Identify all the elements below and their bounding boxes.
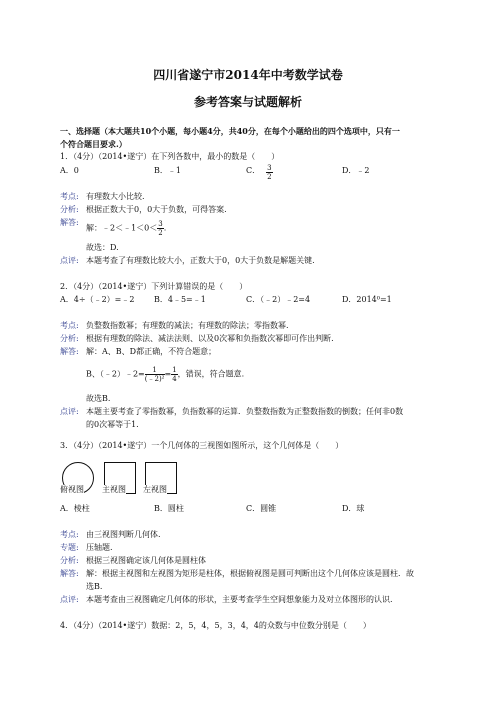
q3-jieda-1: 解：根据主视图和左视图为矩形是柱体，根据俯视图是圆可判断出这个几何体应该是圆柱．故 [86,569,414,578]
fraction-numerator: 3 [267,164,272,172]
q1-option-c-fraction [266,164,272,181]
q3-view-top-label: 俯视图 [60,485,84,494]
q2-dianping-label: 点评: [60,407,79,416]
q1-option-d: D．﹣2 [342,166,370,175]
q1-dianping-label: 点评: [60,256,79,265]
q2-stem: 2．（4分）（2014•遂宁）下列计算错误的是（ ） [60,282,248,291]
q2-option-d: D．2014⁰=1 [342,295,392,304]
q2-jieda-2-fraction-1 [145,366,165,383]
q2-option-c: C．（﹣2）﹣2=4 [246,295,311,304]
fraction-numerator: 1 [145,366,165,375]
q3-dianping: 本题考查由三视图确定几何体的形状，主要考查学生空间想象能力及对立体图形的认识. [86,595,393,604]
q3-option-c: C．圆锥 [246,504,277,513]
fraction-denominator: (﹣2)² [144,375,165,383]
document-subtitle: 参考答案与试题解析 [193,95,302,109]
section-heading-line1: 一、选择题（本大题共10个小题，每小题4分，共40分，在每个小题给出的四个选项中，只有一 [60,126,400,136]
q2-option-a: A．4÷（﹣2）=﹣2 [60,295,135,304]
q2-jieda-2-tail: ，错误，符合题意. [177,369,245,379]
q2-answer: 故选B. [86,394,111,403]
q3-fenxi: 根据三视图确定该几何体是圆柱体 [86,556,206,565]
q3-kaodian: 由三视图判断几何体. [86,530,161,539]
q3-option-d: D．球 [342,504,365,513]
q2-dianping-2: 的0次幂等于1. [86,420,139,429]
fraction-denominator: 2 [267,173,272,181]
fraction-numerator: 3 [158,220,163,228]
q1-option-b: B．﹣1 [154,166,181,175]
q2-fenxi-label: 分析: [60,334,79,343]
q3-zhuanti: 压轴题. [86,543,113,552]
q1-jieda-period: . [163,223,167,233]
q1-fenxi-label: 分析: [60,205,79,214]
q3-kaodian-label: 考点: [60,530,79,539]
q1-kaodian-label: 考点: [60,192,79,201]
q1-jieda-label: 解答: [60,218,79,227]
q3-dianping-label: 点评: [60,595,79,604]
q1-fenxi: 根据正数大于0，0大于负数，可得答案. [86,205,227,214]
q1-dianping: 本题考查了有理数比较大小，正数大于0，0大于负数是解题关键. [86,256,315,265]
section-heading-line2: 个符合题目要求.） [60,139,127,149]
q4-stem: 4．（4分）（2014•遂宁）数据：2，5，4，5，3，4，4的众数与中位数分别是（ ） [60,621,371,630]
fraction-denominator: 2 [158,229,163,237]
q2-kaodian-label: 考点: [60,321,79,330]
q3-view-left [143,460,179,500]
q3-view-left-label: 左视图 [143,485,167,494]
q3-stem: 3．（4分）（2014•遂宁）一个几何体的三视图如图所示，这个几何体是（ ） [60,441,344,450]
q1-option-c [246,164,273,181]
q1-answer: 故选：D. [86,243,119,252]
q1-kaodian: 有理数大小比较. [86,192,145,201]
q3-fenxi-label: 分析: [60,556,79,565]
q1-option-a: A．0 [60,166,79,175]
q3-zhuanti-label: 专题: [60,543,79,552]
document-title: 四川省遂宁市2014年中考数学试卷 [153,68,343,82]
q3-option-b: B．圆柱 [154,504,184,513]
q2-jieda-2-text: B、（﹣2）﹣2= [86,369,145,379]
q2-option-b: B．4﹣5=﹣1 [154,295,206,304]
q1-option-c-label: C． [246,166,261,175]
fraction-numerator: 1 [172,366,177,374]
q1-jieda [86,220,166,237]
fraction-denominator: 4 [172,375,177,383]
q2-kaodian: 负整数指数幂；有理数的减法；有理数的除法；零指数幂. [86,321,289,330]
q2-dianping-1: 本题主要考查了零指数幂，负指数幂的运算．负整数指数为正整数指数的倒数；任何非0数 [86,407,404,416]
q3-view-top [60,460,96,500]
q2-jieda-label: 解答: [60,347,79,356]
q2-jieda: 解：A、B、D都正确，不符合题意； [86,347,217,356]
q3-option-a: A．棱柱 [60,504,90,513]
q3-jieda-label: 解答: [60,569,79,578]
q1-jieda-text: 解：﹣2＜﹣1＜0＜ [86,223,158,233]
q1-stem: 1．（4分）（2014•遂宁）在下列各数中，最小的数是（ ） [60,152,280,161]
q2-jieda-2-equals: = [164,369,172,379]
q3-jieda-2: 选B. [86,582,103,591]
q2-jieda-2 [86,366,244,383]
q2-fenxi: 根据有理数的除法、减法法则、以及0次幂和负指数次幂即可作出判断. [86,334,334,343]
q3-view-front [102,460,138,500]
q3-view-front-label: 主视图 [102,485,126,494]
